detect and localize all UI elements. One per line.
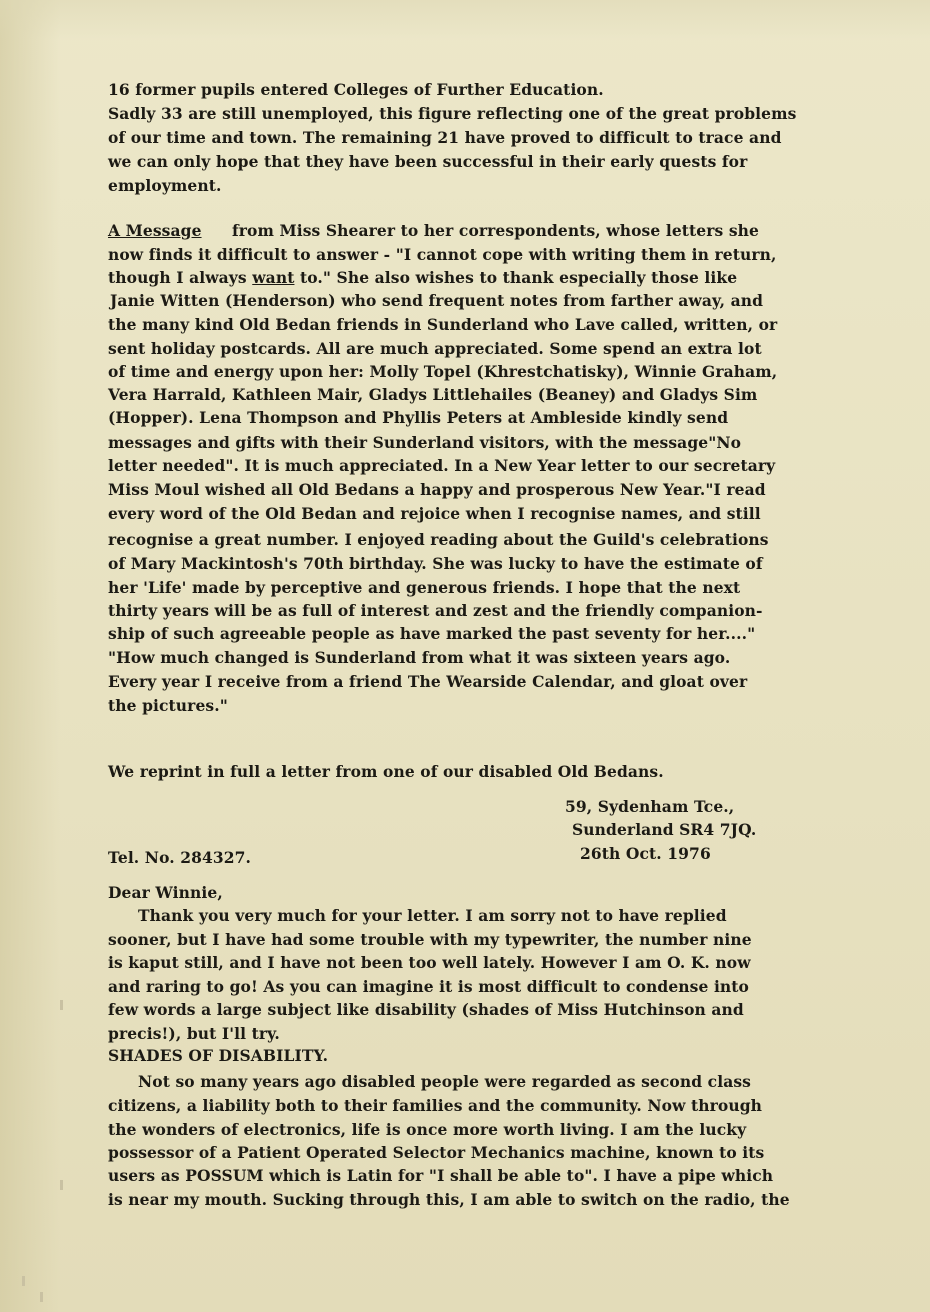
text-line: Thank you very much for your letter. I am sorry not to have replied	[138, 906, 727, 925]
text-line: users as POSSUM which is Latin for "I shall be able to". I have a pipe which	[108, 1166, 774, 1185]
margin-mark	[22, 1276, 25, 1286]
text-line: the many kind Old Bedan friends in Sunderland who Lave called, written, or	[108, 315, 778, 334]
text-line: thirty years will be as full of interest and zest and the friendly companion-	[108, 601, 763, 620]
page-top-shadow	[0, 0, 930, 40]
text-line: messages and gifts with their Sunderland visitors, with the message"No	[108, 433, 742, 452]
text-line: recognise a great number. I enjoyed reading about the Guild's celebrations	[108, 530, 769, 549]
text-line: Miss Moul wished all Old Bedans a happy and prosperous New Year."I read	[108, 480, 766, 499]
text-span: to." She also wishes to thank especially those like	[294, 268, 738, 287]
text-line: Not so many years ago disabled people were regarded as second class	[138, 1072, 751, 1091]
letter-salutation: Dear Winnie,	[108, 883, 223, 902]
text-line: is near my mouth. Sucking through this, I am able to switch on the radio, the	[108, 1190, 790, 1209]
text-line: Sadly 33 are still unemployed, this figure reflecting one of the great problems	[108, 104, 797, 123]
text-line: of our time and town. The remaining 21 have proved to difficult to trace and	[108, 128, 782, 147]
page-edge-shadow	[0, 0, 60, 1312]
text-line: now finds it difficult to answer - "I cannot cope with writing them in return,	[108, 245, 777, 264]
text-line	[108, 268, 737, 288]
text-line: the pictures."	[108, 696, 228, 715]
text-line: from Miss Shearer to her correspondents, whose letters she	[232, 221, 760, 240]
text-line: letter needed". It is much appreciated. In a New Year letter to our secretary	[108, 456, 776, 475]
section-heading-a-message: A Message	[108, 221, 202, 240]
text-line: we can only hope that they have been successful in their early quests for	[108, 152, 748, 171]
address-line: Sunderland SR4 7JQ.	[572, 820, 757, 839]
margin-mark	[40, 1292, 43, 1302]
text-line: sooner, but I have had some trouble with my typewriter, the number nine	[108, 930, 752, 949]
text-line: is kaput still, and I have not been too well lately. However I am O. K. now	[108, 953, 751, 972]
letter-intro: We reprint in full a letter from one of our disabled Old Bedans.	[108, 762, 664, 781]
underlined-word: want	[252, 268, 295, 287]
margin-mark	[60, 1000, 63, 1010]
text-line: and raring to go! As you can imagine it is most difficult to condense into	[108, 977, 749, 996]
text-line: of time and energy upon her: Molly Topel (Khrestchatisky), Winnie Graham,	[108, 362, 778, 381]
text-line: her 'Life' made by perceptive and generous friends. I hope that the next	[108, 578, 741, 597]
text-line: of Mary Mackintosh's 70th birthday. She was lucky to have the estimate of	[108, 554, 763, 573]
telephone-number: Tel. No. 284327.	[108, 848, 252, 867]
text-line: every word of the Old Bedan and rejoice when I recognise names, and still	[108, 504, 761, 523]
text-line: employment.	[108, 176, 222, 195]
margin-mark	[60, 1180, 63, 1190]
text-line: the wonders of electronics, life is once more worth living. I am the lucky	[108, 1120, 747, 1139]
text-line: Janie Witten (Henderson) who send frequent notes from farther away, and	[110, 291, 764, 310]
address-line: 59, Sydenham Tce.,	[565, 797, 735, 816]
letter-date: 26th Oct. 1976	[580, 844, 711, 863]
text-line: 16 former pupils entered Colleges of Further Education.	[108, 80, 604, 99]
text-line: sent holiday postcards. All are much appreciated. Some spend an extra lot	[108, 339, 762, 358]
text-line: possessor of a Patient Operated Selector Mechanics machine, known to its	[108, 1143, 765, 1162]
text-line: citizens, a liability both to their families and the community. Now through	[108, 1096, 763, 1115]
text-line: precis!), but I'll try.	[108, 1024, 280, 1043]
text-line: (Hopper). Lena Thompson and Phyllis Peters at Ambleside kindly send	[108, 408, 729, 427]
text-line: Vera Harrald, Kathleen Mair, Gladys Littlehailes (Beaney) and Gladys Sim	[108, 385, 758, 404]
text-line: few words a large subject like disability (shades of Miss Hutchinson and	[108, 1000, 744, 1019]
text-line: Every year I receive from a friend The Wearside Calendar, and gloat over	[108, 672, 748, 691]
text-line: "How much changed is Sunderland from what it was sixteen years ago.	[108, 648, 731, 667]
text-span: though I always	[108, 268, 253, 287]
text-line: ship of such agreeable people as have marked the past seventy for her...."	[108, 624, 756, 643]
letter-section-heading: SHADES OF DISABILITY.	[108, 1046, 329, 1065]
